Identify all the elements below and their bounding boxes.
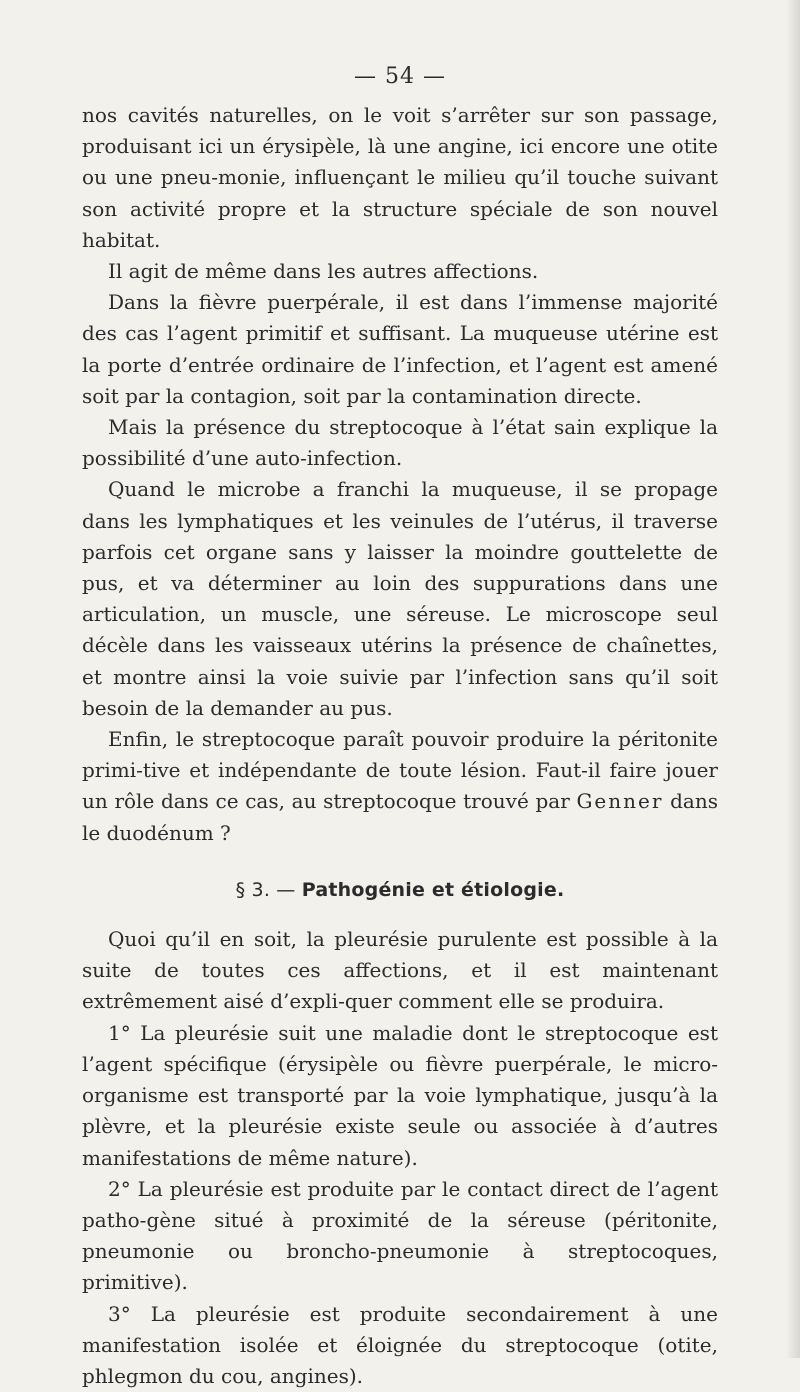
paragraph: Quand le microbe a franchi la muqueuse, il se propage dans les lymphatiques et les veinules de l’utérus, il traverse parfois cet organe sans y laisser la moindre gouttelette de pus, et va déterminer au loin des suppurations dans une articulation, un muscle, une séreuse. Le microscope seul décèle dans les vaisseaux utérins la présence de chaînettes, et montre ainsi la voie suivie par l’infection sans qu’il soit besoin de la demander au pus. [82, 477, 718, 720]
paragraph: 1° La pleurésie suit une maladie dont le streptocoque est l’agent spécifique (érysipèle ou fièvre puerpérale, le micro-organisme est transporté par la voie lymphatique, jusqu’à la plèvre, et la pleurésie existe seule ou associée à d’autres manifestations de même nature). [82, 1020, 718, 1170]
paragraph: 2° La pleurésie est produite par le contact direct de l’agent patho-gène situé à proximité de la séreuse (péritonite, pneumonie ou broncho-pneumonie à streptocoques, primitive). [82, 1176, 718, 1295]
section-title: Pathogénie et étiologie. [301, 878, 565, 901]
paragraph-genner [82, 724, 718, 849]
section-number: § 3. — [235, 878, 302, 901]
paragraph: 3° La pleurésie est produite secondairement à une manifestation isolée et éloignée du streptocoque (otite, phlegmon du cou, angines). [82, 1301, 718, 1388]
paragraph-continuation: nos cavités naturelles, on le voit s’arrêter sur son passage, produisant ici un érysipèle, là une angine, ici encore une otite ou une pneu-monie, influençant le milieu qu’il touche suivant son activité propre et la structure spéciale de son nouvel habitat. [82, 103, 718, 252]
section-heading [82, 875, 718, 906]
paragraph: Il agit de même dans les autres affections. [108, 259, 539, 284]
paragraph: Dans la fièvre puerpérale, il est dans l’immense majorité des cas l’agent primitif et suffisant. La muqueuse utérine est la porte d’entrée ordinaire de l’infection, et l’agent est amené soit par la contagion, soit par la contamination directe. [82, 290, 718, 408]
author-name: Genner [576, 789, 664, 814]
paragraph-text: Enfin, le streptocoque paraît pouvoir produire la péritonite primi-tive et indépendante de toute lésion. Faut-il faire jouer un rôle dans ce cas, au streptocoque trouvé par [82, 727, 718, 814]
page-edge-shadow [786, 0, 800, 1358]
paragraph-text: dans le duodénum ? [82, 789, 718, 845]
paragraph: Quoi qu’il en soit, la pleurésie purulente est possible à la suite de toutes ces affections, et il est maintenant extrêmement aisé d’expli-quer comment elle se produira. [82, 927, 718, 1014]
paragraph: Mais la présence du streptocoque à l’état sain explique la possibilité d’une auto-infection. [82, 415, 718, 471]
page-number: — 54 — [354, 64, 446, 89]
text-body [82, 100, 718, 1392]
